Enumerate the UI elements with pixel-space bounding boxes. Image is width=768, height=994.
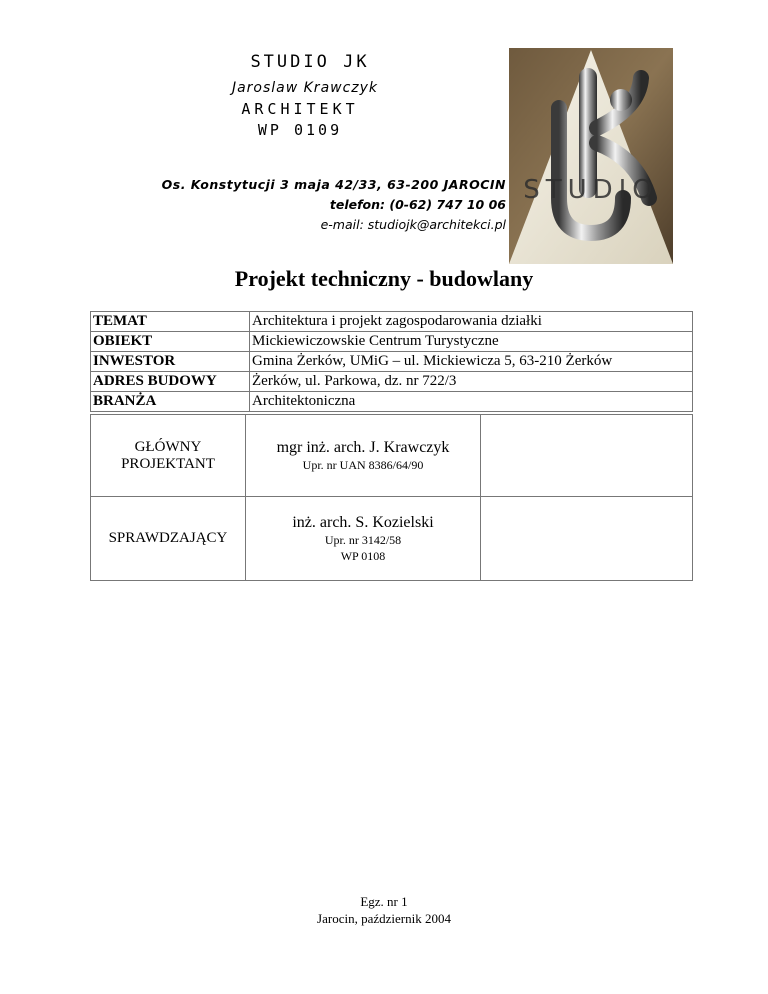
- signature-box: [481, 497, 693, 581]
- table-row: [91, 497, 693, 581]
- place-date: Jarocin, październik 2004: [317, 911, 451, 926]
- table-row: [91, 372, 693, 392]
- license-number: WP 0109: [257, 121, 343, 139]
- studio-address: Os. Konstytucji 3 maja 42/33, 63-200 JAROCIN: [161, 177, 506, 192]
- info-value: Mickiewiczowskie Centrum Turystyczne: [250, 332, 693, 352]
- table-row: [91, 312, 693, 332]
- copy-number: Egz. nr 1: [360, 894, 408, 909]
- info-value: Gmina Żerków, UMiG – ul. Mickiewicza 5, 63-210 Żerków: [250, 352, 693, 372]
- person-name: mgr inż. arch. J. Krawczyk: [276, 438, 450, 456]
- info-key: TEMAT: [91, 312, 250, 332]
- info-key: OBIEKT: [91, 332, 250, 352]
- logo-dot: [610, 89, 632, 111]
- signature-role: [91, 497, 246, 581]
- studio-email: e-mail: studiojk@architekci.pl: [320, 217, 506, 232]
- signature-role: [91, 415, 246, 497]
- table-row: [91, 352, 693, 372]
- document-title: Projekt techniczny - budowlany: [234, 266, 534, 291]
- table-row: [91, 392, 693, 412]
- info-key: BRANŻA: [91, 392, 250, 412]
- person-license-extra: WP 0108: [340, 548, 386, 563]
- project-info-table: [90, 311, 693, 412]
- signature-person: [246, 415, 481, 497]
- person-name: inż. arch. S. Kozielski: [292, 513, 434, 531]
- role-line: PROJEKTANT: [121, 455, 215, 472]
- info-value: Żerków, ul. Parkowa, dz. nr 722/3: [250, 372, 693, 392]
- role-line: GŁÓWNY: [134, 438, 202, 455]
- studio-phone: telefon: (0-62) 747 10 06: [329, 197, 506, 212]
- signature-table: [90, 414, 693, 581]
- info-key: ADRES BUDOWY: [91, 372, 250, 392]
- studio-name: STUDIO JK: [250, 52, 370, 72]
- logo-text: STUDIO: [523, 175, 659, 205]
- table-row: [91, 332, 693, 352]
- person-license: Upr. nr 3142/58: [324, 532, 402, 547]
- info-value: Architektoniczna: [250, 392, 693, 412]
- footer: [0, 893, 768, 927]
- studio-logo: [509, 48, 673, 264]
- signature-box: [481, 415, 693, 497]
- architect-role: ARCHITEKT: [241, 100, 359, 118]
- architect-name: Jaroslaw Krawczyk: [231, 80, 379, 96]
- table-row: [91, 415, 693, 497]
- signature-person: [246, 497, 481, 581]
- person-license: Upr. nr UAN 8386/64/90: [302, 457, 424, 472]
- role-line: SPRAWDZAJĄCY: [108, 530, 228, 546]
- info-key: INWESTOR: [91, 352, 250, 372]
- info-value: Architektura i projekt zagospodarowania działki: [250, 312, 693, 332]
